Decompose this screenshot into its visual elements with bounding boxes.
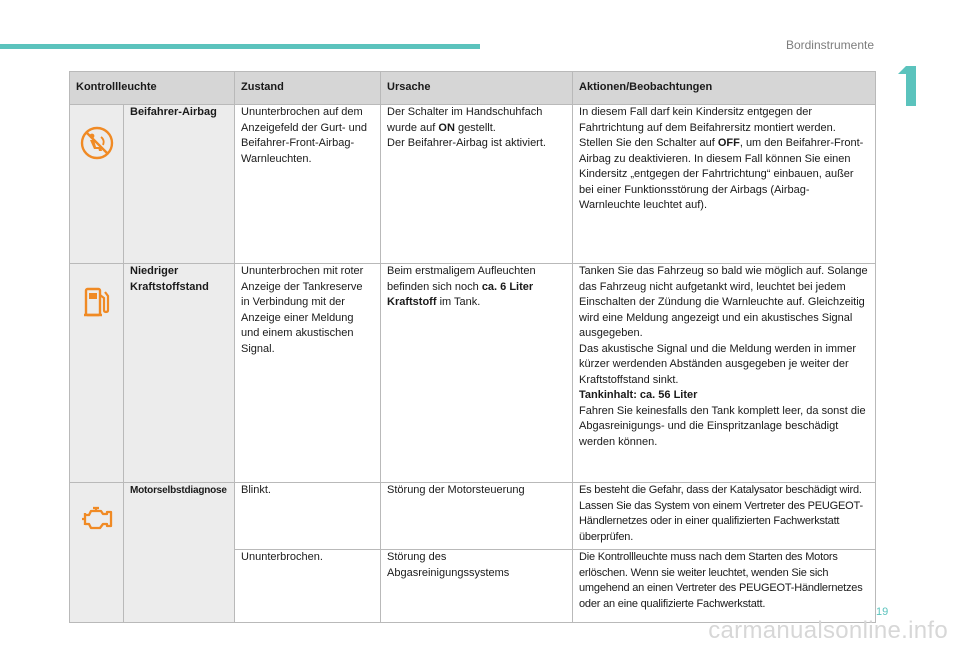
cause-text: Störung des Abgasreinigungssystems: [381, 550, 573, 623]
chapter-number-bar: [906, 66, 916, 106]
chapter-number-flag: [898, 66, 906, 74]
fuel-pump-icon: [80, 284, 114, 320]
table-header-row: [70, 72, 876, 105]
table-row: [70, 105, 876, 264]
column-header-actions: Aktionen/Beobachtungen: [573, 72, 876, 105]
warning-name: Niedriger Kraftstoffstand: [124, 264, 235, 483]
icon-cell: [70, 264, 124, 483]
table-row: [70, 264, 876, 483]
column-header-state: Zustand: [235, 72, 381, 105]
page-number: 19: [876, 606, 889, 618]
warning-name: Motorselbstdiagnose: [124, 483, 235, 623]
state-text: Blinkt.: [235, 483, 381, 550]
watermark: carmanualsonline.info: [708, 617, 948, 644]
cause-text: Störung der Motorsteuerung: [381, 483, 573, 550]
action-text: In diesem Fall darf kein Kindersitz entgegen der Fahrtrichtung auf dem Beifahrersitz montiert werden. Stellen Sie den Schalter auf OFF, um den Beifahrer-Front-Airbag zu deaktivieren. In diesem Fall können Sie einen Kindersitz „entgegen der Fahrtrichtung“ einbauen, außer bei einer Funktionsstörung der Airbags (Airbag-Warnleuchte leuchtet auf).: [573, 105, 876, 264]
warning-name: Beifahrer-Airbag: [124, 105, 235, 264]
action-text: Tanken Sie das Fahrzeug so bald wie möglich auf. Solange das Fahrzeug nicht aufgetankt wird, leuchtet bei jedem Einschalten der Zündung die Warnleuchte auf. Gleichzeitig wird eine Meldung angezeigt und ein akustisches Signal ausgegeben. Das akustische Signal und die Meldung werden in immer kürzer werdenden Abständen ausgegeben je weiter der Kraftstoffstand sinkt. Tankinhalt: ca. 56 Liter Fahren Sie keinesfalls den Tank komplett leer, da sonst die Abgasreinigungs- und die Einspritzanlage beschädigt werden können.: [573, 264, 876, 483]
section-title: Bordinstrumente: [785, 38, 874, 52]
state-text: Ununterbrochen mit roter Anzeige der Tankreserve in Verbindung mit der Anzeige einer Meldung und einem akustischen Signal.: [235, 264, 381, 483]
chapter-number-marker: [898, 66, 916, 106]
action-text: Es besteht die Gefahr, dass der Katalysator beschädigt wird. Lassen Sie das System von einem Vertreter des PEUGEOT-Händlernetzes oder in einer qualifizierten Fachwerkstatt überprüfen.: [573, 483, 876, 550]
column-header-warning-light: Kontrollleuchte: [70, 72, 235, 105]
action-text: Die Kontrollleuchte muss nach dem Starten des Motors erlöschen. Wenn sie weiter leuchtet, wenden Sie sich umgehend an einen Vertreter des PEUGEOT-Händlernetzes oder an eine qualifizierte Fachwerkstatt.: [573, 550, 876, 623]
column-header-cause: Ursache: [381, 72, 573, 105]
cause-text: Beim erstmaligem Aufleuchten befinden sich noch ca. 6 Liter Kraftstoff im Tank.: [381, 264, 573, 483]
state-text: Ununterbrochen auf dem Anzeigefeld der Gurt- und Beifahrer-Front-Airbag-Warnleuchten.: [235, 105, 381, 264]
icon-cell: [70, 105, 124, 264]
table-row: [70, 483, 876, 550]
state-text: Ununterbrochen.: [235, 550, 381, 623]
cause-text: Der Schalter im Handschuhfach wurde auf ON gestellt. Der Beifahrer-Airbag ist aktiviert.: [381, 105, 573, 264]
top-accent-bar: [0, 44, 480, 49]
airbag-off-icon: [79, 125, 115, 161]
icon-cell: [70, 483, 124, 623]
warning-lights-table: [69, 71, 876, 623]
engine-check-icon: [79, 503, 115, 533]
